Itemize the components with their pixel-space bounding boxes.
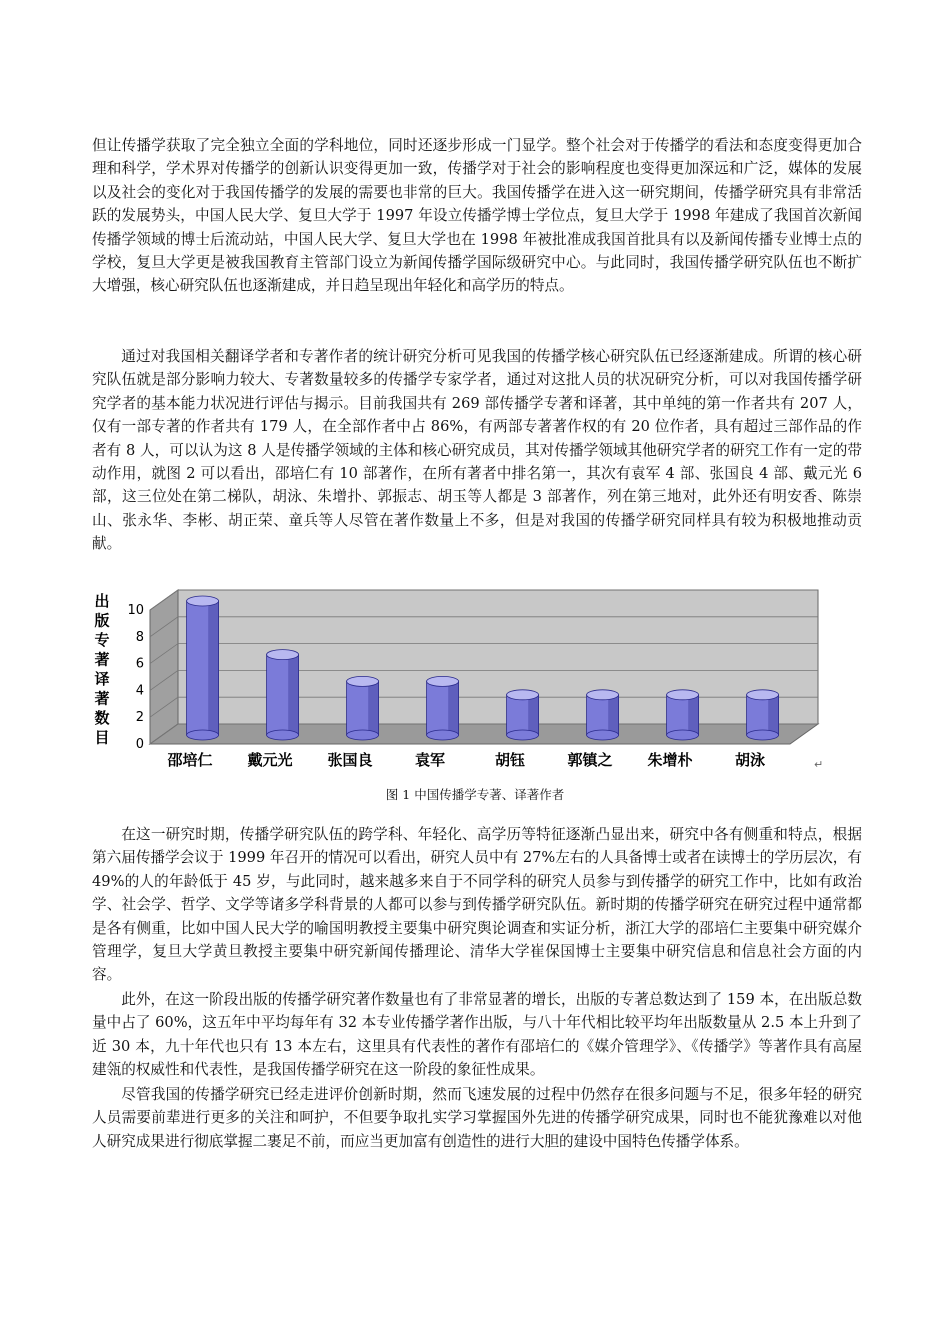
bar	[587, 690, 619, 740]
y-tick-label: 10	[127, 603, 144, 618]
chart-floor	[150, 724, 818, 744]
figure-caption: 图 1 中国传播学专著、译著作者	[385, 787, 565, 802]
bar	[747, 690, 779, 740]
y-tick-label: 8	[135, 629, 144, 645]
y-tick-label: 4	[135, 683, 144, 699]
x-category-label: 胡钰	[494, 751, 526, 769]
y-axis-label-char: 著	[94, 650, 110, 669]
y-axis-label-char: 出	[94, 592, 110, 610]
y-axis-label-char: 目	[94, 728, 110, 747]
y-tick-label: 0	[135, 737, 144, 752]
x-axis-categories	[167, 751, 765, 769]
x-category-label: 张国良	[327, 751, 373, 769]
bar	[427, 676, 459, 740]
x-category-label: 邵培仁	[167, 751, 213, 769]
chart-left-wall	[150, 590, 178, 744]
x-category-label: 戴元光	[247, 751, 293, 769]
bar	[507, 690, 539, 740]
paragraph-1: 但让传播学获取了完全独立全面的学科地位，同时还逐步形成一门显学。整个社会对于传播学的看法和态度变得更加合理和科学，学术界对传播学的创新认识变得更加一致，传播学对于社会的影响程度也变得更加深远和广泛，媒体的发展以及社会的变化对于我国传播学的发展的需要也非常的巨大。我国传播学在进入这一研究期间，传播学研究具有非常活跃的发展势头，中国人民大学、复旦大学于 1997 年设立传播学博士学位点，复旦大学于 1998 年建成了我国首次新闻传播学领域的博士后流动站，中国人民大学、复旦大学也在 1998 年被批准成我国首批具有以及新闻传播专业博士点的学校，复旦大学更是被我国教育主管部门设立为新闻传播学国际级研究中心。与此同时，我国传播学研究队伍也不断扩大增强，核心研究队伍也逐渐建成，并日趋呈现出年轻化和高学历的特点。	[92, 137, 862, 295]
paragraph-2: 通过对我国相关翻译学者和专著作者的统计研究分析可见我国的传播学核心研究队伍已经逐渐建成。所谓的核心研究队伍就是部分影响力较大、专著数量较多的传播学专家学者，通过对这批人员的状况研究分析，可以对我国传播学研究学者的基本能力状况进行评估与揭示。目前我国共有 269 部传播学专著和译著，其中单纯的第一作者共有 207 人，仅有一部专著的作者共有 179 人，在全部作者中占 86%，有两部专著著作权的有 20 位作者，具有超过三部作品的作者有 8 人，可以认为这 8 人是传播学领域的主体和核心研究成员，其对传播学领域其他研究学者的研究工作有一定的带动作用，就图 2 可以看出，邵培仁有 10 部著作，在所有著者中排名第一，其次有袁军 4 部、张国良 4 部、戴元光 6 部，这三位处在第二梯队，胡泳、朱增扑、郭振志、胡玉等人都是 3 部著作，列在第三地对，此外还有明安香、陈崇山、张永华、李彬、胡正荣、童兵等人尽管在著作数量上不多，但是对我国的传播学研究同样具有较为积极地推动贡献。	[92, 348, 862, 553]
x-category-label: 袁军	[414, 751, 446, 769]
y-tick-label: 2	[135, 710, 144, 726]
y-axis-label-char: 数	[94, 709, 110, 727]
y-axis-label-char: 版	[94, 611, 110, 630]
paragraph-5: 尽管我国的传播学研究已经走进评价创新时期，然而飞速发展的过程中仍然存在很多问题与不足，很多年轻的研究人员需要前辈进行更多的关注和呵护，不但要争取扎实学习掌握国外先进的传播学研究成果，同时也不能犹豫难以对他人研究成果进行彻底掌握二裹足不前，而应当更加富有创造性的进行大胆的建设中国特色传播学体系。	[92, 1086, 862, 1150]
y-axis-label-char: 著	[94, 689, 110, 708]
paragraph-4: 此外，在这一阶段出版的传播学研究著作数量也有了非常显著的增长，出版的专著总数达到了 159 本，在出版总数量中占了 60%，这五年中平均每年有 32 本专业传播学著作出版，与八十年代相比较平均年出版数量从 2.5 本上升到了近 30 本，九十年代也只有 13 本左右，这里具有代表性的著作有邵培仁的《媒介管理学》、《传播学》等著作具有高屋建瓴的权威性和代表性，是我国传播学研究在这一阶段的象征性成果。	[92, 991, 862, 1079]
bar	[267, 650, 299, 740]
y-axis-label	[94, 592, 109, 747]
y-axis-ticks	[127, 603, 144, 752]
bar-chart	[88, 568, 828, 778]
bar	[187, 596, 219, 740]
x-category-label: 郭镇之	[567, 751, 613, 769]
bar	[667, 690, 699, 740]
bar	[347, 676, 379, 740]
y-axis-label-char: 专	[94, 631, 110, 649]
y-axis-label-char: 译	[94, 670, 110, 688]
y-tick-label: 6	[135, 656, 144, 672]
x-category-label: 朱增朴	[647, 751, 693, 769]
x-category-label: 胡泳	[734, 751, 766, 769]
paragraph-3: 在这一研究时期，传播学研究队伍的跨学科、年轻化、高学历等特征逐渐凸显出来，研究中各有侧重和特点，根据第六届传播学会议于 1999 年召开的情况可以看出，研究人员中有 27%左右的人具备博士或者在读博士的学历层次，有 49%的人的年龄低于 45 岁，与此同时，越来越多来自于不同学科的研究人员参与到传播学的研究工作中，比如有政治学、社会学、哲学、文学等诸多学科背景的人都可以参与到传播学研究队伍。新时期的传播学研究在研究过程中通常都是各有侧重，比如中国人民大学的喻国明教授主要集中研究舆论调查和实证分析，浙江大学的邵培仁主要集中研究媒介管理学，复旦大学黄旦教授主要集中研究新闻传播理论、清华大学崔保国博士主要集中研究信息和信息社会方面的内容。	[92, 826, 862, 984]
return-mark: ↵	[814, 758, 824, 771]
